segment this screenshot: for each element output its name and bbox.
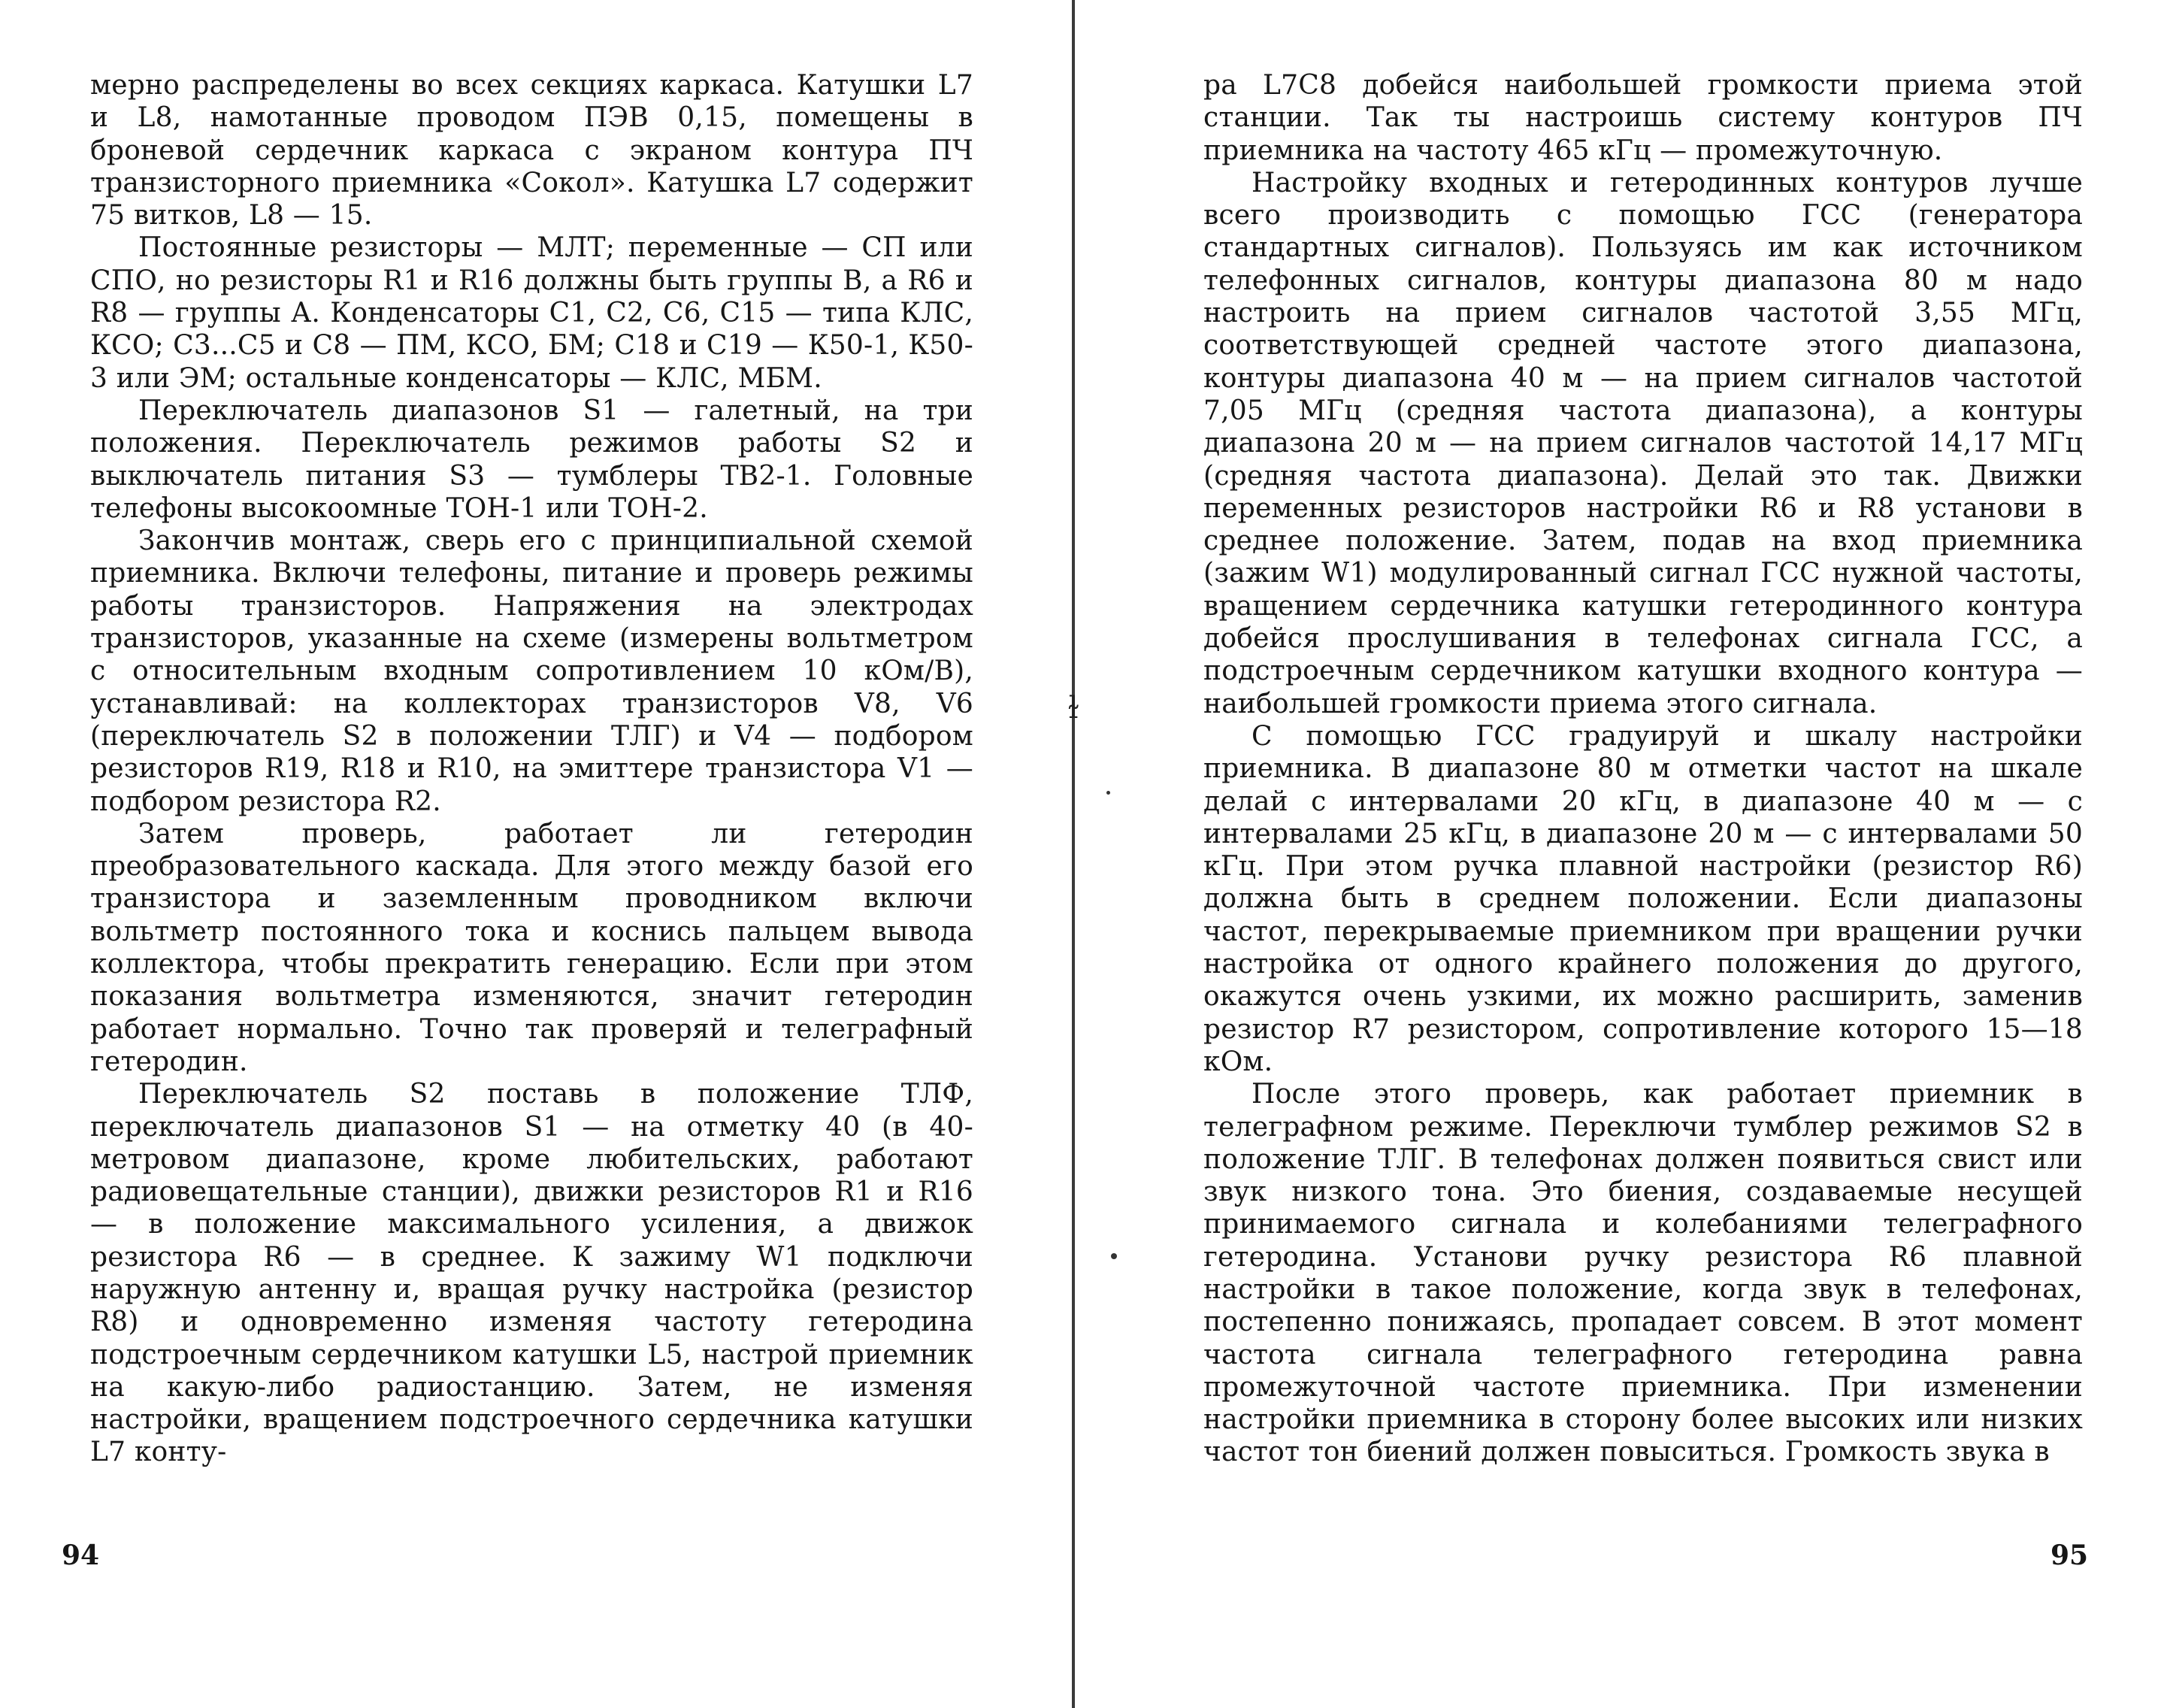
- book-gutter-divider: [1072, 0, 1075, 1708]
- paragraph: Переключатель S2 поставь в положение ТЛФ, переключатель диапазонов S1 — на отметку 40 (в 40-метровом диапазоне, кроме любительских, работают радиовещательные станции), движки резисторов R1 и R16 — в положение максимального усиления, а движок резистора R6 — в среднее. К зажиму W1 подключи наружную антенну и, вращая ручку настройка (резистор R8) и одновременно изменяя частоту гетеродина подстроечным сердечником катушки L5, настрой приемник на какую-либо радиостанцию. Затем, не изменяя настройки, вращением подстроечного сердечника катушки L7 конту-: [90, 1079, 973, 1468]
- print-speck: [1106, 791, 1110, 795]
- page-number: 94: [62, 1540, 100, 1571]
- paragraph: Закончив монтаж, сверь его с принципиальной схемой приемника. Включи телефоны, питание и проверь режимы работы транзисторов. Напряжения на электродах транзисторов, указанные на схеме (измерены вольтметром с относительным входным сопротивлением 10 кОм/В), устанавливай: на коллекторах транзисторов V8, V6 (переключатель S2 в положении ТЛГ) и V4 — подбором резисторов R19, R18 и R10, на эмиттере транзистора V1 — подбором резистора R2.: [90, 525, 973, 817]
- paragraph: После этого проверь, как работает приемник в телеграфном режиме. Переключи тумблер режимов S2 в положение ТЛГ. В телефонах должен появиться свист или звук низкого тона. Это биения, создаваемые несущей принимаемого сигнала и колебаниями телеграфного гетеродина. Установи ручку резистора R6 плавной настройки в такое положение, когда звук в телефонах, постепенно понижаясь, пропадает совсем. В этот момент частота сигнала телеграфного гетеродина равна промежуточной частоте приемника. При изменении настройки приемника в сторону более высоких или низких частот тон биений должен повыситься. Громкость звука в: [1203, 1079, 2083, 1468]
- paragraph: Постоянные резисторы — МЛТ; переменные — СП или СПО, но резисторы R1 и R16 должны быть группы В, а R6 и R8 — группы А. Конденсаторы C1, C2, C6, C15 — типа КЛС, КСО; С3...С5 и С8 — ПМ, КСО, БМ; С18 и С19 — К50-1, К50-3 или ЭМ; остальные конденсаторы — КЛС, МБМ.: [90, 232, 973, 394]
- left-page: [0, 0, 1067, 1708]
- binding-mark-icon: ɫ: [1067, 691, 1079, 725]
- right-page: [1079, 0, 2161, 1708]
- paragraph: Затем проверь, работает ли гетеродин преобразовательного каскада. Для этого между базой его транзистора и заземленным проводником включи вольтметр постоянного тока и коснись пальцем вывода коллектора, чтобы прекратить генерацию. Если при этом показания вольтметра изменяются, значит гетеродин работает нормально. Точно так проверяй и телеграфный гетеродин.: [90, 818, 973, 1077]
- paragraph: Настройку входных и гетеродинных контуров лучше всего производить с помощью ГСС (генератора стандартных сигналов). Пользуясь им как источником телефонных сигналов, контуры диапазона 80 м надо настроить на прием сигналов частотой 3,55 МГц, соответствующей средней частоте этого диапазона, контуры диапазона 40 м — на прием сигналов частотой 7,05 МГц (средняя частота диапазона), а контуры диапазона 20 м — на прием сигналов частотой 14,17 МГц (средняя частота диапазона). Делай это так. Движки переменных резисторов настройки R6 и R8 установи в среднее положение. Затем, подав на вход приемника (зажим W1) модулированный сигнал ГСС нужной частоты, вращением сердечника катушки гетеродинного контура добейся прослушивания в телефонах сигнала ГСС, а подстроечным сердечником катушки входного контура — наибольшей громкости приема этого сигнала.: [1203, 167, 2083, 719]
- paragraph: мерно распределены во всех секциях каркаса. Катушки L7 и L8, намотанные проводом ПЭВ 0,15, помещены в броневой сердечник каркаса с экраном контура ПЧ транзисторного приемника «Сокол». Катушка L7 содержит 75 витков, L8 — 15.: [90, 70, 973, 232]
- page-number: 95: [2051, 1540, 2089, 1571]
- paragraph: С помощью ГСС градуируй и шкалу настройки приемника. В диапазоне 80 м отметки частот на шкале делай с интервалами 20 кГц, в диапазоне 40 м — с интервалами 25 кГц, в диапазоне 20 м — с интервалами 50 кГц. При этом ручка плавной настройки (резистор R6) должна быть в среднем положении. Если диапазоны частот, перекрываемые приемником при вращении ручки настройка от одного крайнего положения до другого, окажутся очень узкими, их можно расширить, заменив резистор R7 резистором, сопротивление которого 15—18 кОм.: [1203, 720, 2083, 1077]
- left-text-column: [90, 69, 973, 1469]
- paragraph: Переключатель диапазонов S1 — галетный, на три положения. Переключатель режимов работы S2 и выключатель питания S3 — тумблеры ТВ2-1. Головные телефоны высокоомные ТОН-1 или ТОН-2.: [90, 395, 973, 524]
- print-speck: [1111, 1253, 1117, 1259]
- right-text-column: [1203, 69, 2083, 1469]
- paragraph: ра L7C8 добейся наибольшей громкости приема этой станции. Так ты настроишь систему контуров ПЧ приемника на частоту 465 кГц — промежуточную.: [1203, 70, 2083, 166]
